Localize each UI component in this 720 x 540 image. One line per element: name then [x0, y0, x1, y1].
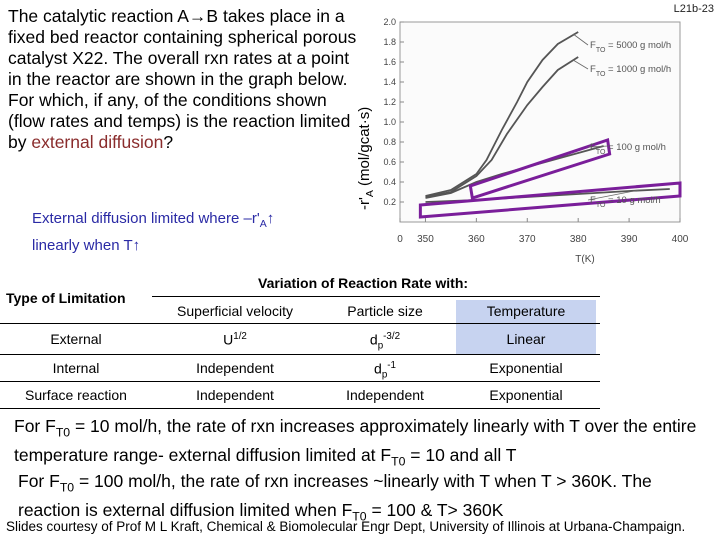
conclusion2-sub2: T0 — [352, 509, 367, 523]
row-external-velocity-base: U — [223, 331, 234, 348]
y-axis-label-main: -r' — [356, 197, 373, 210]
y-tick-label: 1.2 — [383, 97, 396, 107]
row-external-type: External — [50, 331, 102, 347]
external-note-sub: A — [259, 218, 267, 230]
row-surface-size: Independent — [346, 387, 424, 403]
row-external-velocity — [160, 331, 310, 348]
conclusion1-b: = 10 mol/h, the rate of rxn increases approximately linearly with T over the entire temperature range- external diffusion limited at F — [14, 416, 697, 465]
external-note-arrow: ↑ — [266, 210, 275, 227]
x-axis-label: T(K) — [575, 254, 595, 265]
y-tick-label: 0.4 — [383, 177, 396, 187]
y-axis-label-unit: (mol/gcat·s) — [356, 106, 373, 191]
question-highlight: external diffusion — [31, 132, 164, 152]
credit-line: Slides courtesy of Prof M L Kraft, Chemical & Biomolecular Engr Dept, University of Illinois at Urbana-Champaign. — [6, 519, 686, 534]
rate-chart — [362, 0, 720, 272]
external-diffusion-note — [32, 208, 362, 257]
slide-id: L21b-23 — [673, 3, 714, 15]
row-internal-size — [320, 360, 450, 380]
question-text — [8, 6, 358, 153]
row-internal-type: Internal — [52, 360, 100, 376]
legend-fto-100: $F_{TO} = 100$ g mol/h — [590, 142, 666, 156]
conclusion2-a: For F — [18, 471, 60, 491]
y-axis-label-sub: A — [364, 190, 376, 198]
conclusion-fto-10 — [14, 415, 714, 472]
table-rule-2 — [0, 381, 600, 382]
legend-fto-10: $F_{TO} = 10$ g mol/h — [590, 195, 661, 209]
conclusion2-sub1: T0 — [59, 480, 75, 495]
y-tick-label: 1.0 — [383, 117, 396, 127]
external-note-line2: linearly when T↑ — [32, 237, 141, 254]
external-note-line1: External diffusion limited where –r' — [32, 210, 260, 227]
row-internal-size-sub: p — [381, 369, 388, 381]
x-tick-label: 360 — [468, 234, 485, 245]
x-tick-label: 0 — [397, 234, 403, 245]
y-tick-label: 1.4 — [383, 77, 396, 87]
y-tick-label: 0.2 — [383, 197, 396, 207]
row-external-size — [320, 331, 450, 351]
conclusion1-a: For F — [14, 416, 56, 436]
row-internal-size-exp: -1 — [387, 360, 396, 371]
conclusion1-c: = 10 and all T — [405, 444, 517, 465]
y-tick-label: 2.0 — [383, 17, 396, 27]
row-external-temperature: Linear — [506, 331, 546, 347]
y-tick-label: 1.8 — [383, 37, 396, 47]
legend-fto-1000: $F_{TO} = 1000$ g mol/h — [590, 64, 672, 78]
row-internal-temperature: Exponential — [489, 360, 563, 376]
col-header-velocity: Superficial velocity — [177, 303, 293, 319]
table-rule-bottom — [0, 408, 600, 409]
row-external-size-exp: -3/2 — [383, 331, 401, 342]
row-external-velocity-exp: 1/2 — [233, 331, 247, 342]
row-internal-velocity: Independent — [196, 360, 274, 376]
col-header-temperature: Temperature — [486, 303, 566, 319]
table-title: Variation of Reaction Rate with: — [258, 275, 469, 291]
table-rule-1 — [0, 354, 600, 355]
row-external-size-base: d — [369, 331, 378, 348]
y-tick-label: 0.6 — [383, 157, 396, 167]
x-tick-label: 350 — [417, 234, 434, 245]
row-external-size-sub: p — [377, 340, 384, 352]
col-header-particle-size: Particle size — [347, 303, 423, 319]
legend-fto-5000: $F_{TO} = 5000$ g mol/h — [590, 40, 672, 54]
row-surface-type: Surface reaction — [25, 387, 127, 403]
x-tick-label: 390 — [620, 234, 638, 245]
x-tick-label: 400 — [671, 234, 689, 245]
x-tick-label: 380 — [569, 234, 587, 245]
conclusion2-c: = 100 & T> 360K — [366, 499, 504, 520]
table-rule-header — [0, 323, 600, 324]
row-surface-temperature: Exponential — [489, 387, 563, 403]
row-internal-size-base: d — [374, 360, 382, 377]
y-tick-label: 0.8 — [383, 137, 396, 147]
y-tick-label: 1.6 — [383, 57, 396, 67]
conclusion2-b: = 100 mol/h, the rate of rxn increases ~linearly with T when T > 360K. The reaction is external diffusion limited when F — [18, 471, 652, 520]
table-rule-top — [152, 296, 600, 297]
type-of-limitation-header: Type of Limitation — [6, 290, 126, 306]
conclusion1-sub1: T0 — [55, 425, 71, 440]
question-text-post: ? — [163, 132, 174, 152]
row-surface-velocity: Independent — [196, 387, 274, 403]
x-tick-label: 370 — [518, 234, 536, 245]
question-text-pre: The catalytic reaction A→B takes place in a fixed bed reactor containing spherical porous catalyst X22. The overall rxn rates at a point in the reactor are shown in the graph below. For which, if any, of the conditions shown (flow rates and temps) is the reaction limited by — [8, 6, 357, 152]
conclusion1-sub2: T0 — [391, 454, 406, 468]
